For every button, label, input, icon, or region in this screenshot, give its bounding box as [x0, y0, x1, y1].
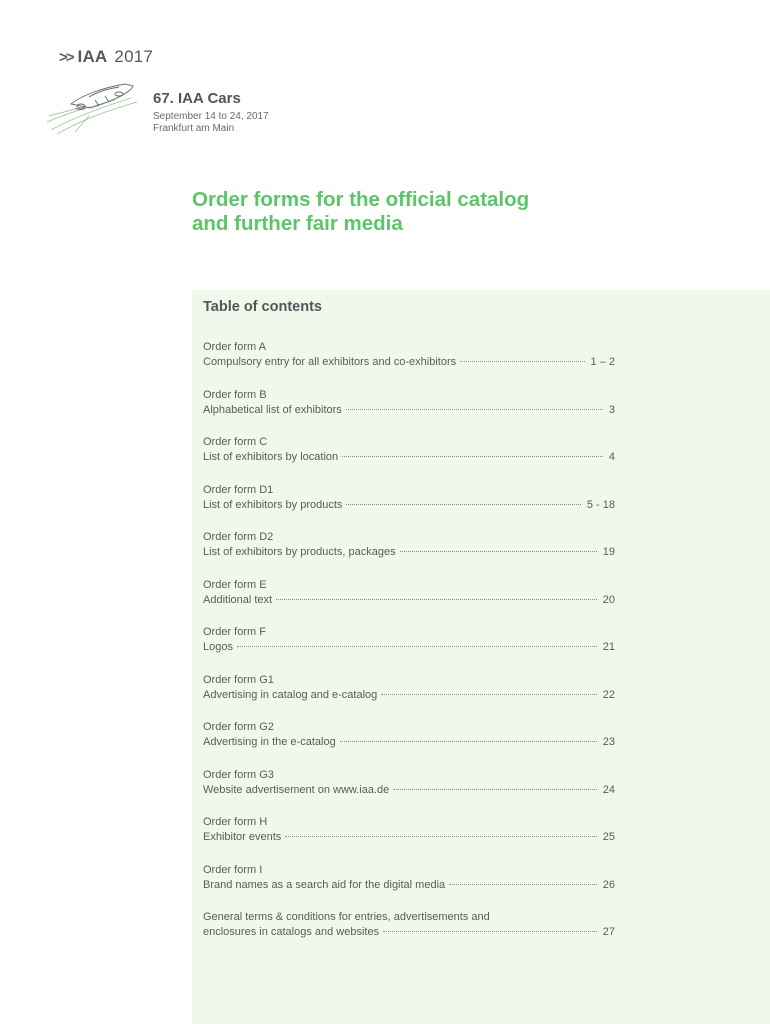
toc-entry-page-number: 22 — [602, 688, 615, 701]
toc-entry — [203, 340, 615, 388]
toc-entry-row — [203, 450, 615, 465]
toc-entry — [203, 910, 615, 958]
toc-entry-description: List of exhibitors by products, packages — [203, 546, 396, 558]
toc-dot-leader — [449, 883, 597, 885]
toc-entry — [203, 625, 615, 673]
page-title-line-2: and further fair media — [192, 212, 403, 235]
toc-entry — [203, 388, 615, 436]
toc-entry-form-name: Order form A — [203, 341, 266, 353]
toc-entry-row — [203, 688, 615, 703]
iaa-logo — [59, 47, 153, 67]
toc-entry-page-number: 23 — [602, 736, 615, 748]
toc-entry-page-number: 20 — [602, 593, 615, 606]
toc-entry-page-number: 25 — [602, 831, 615, 843]
toc-entry — [203, 578, 615, 626]
toc-entry-description: Alphabetical list of exhibitors — [203, 403, 342, 416]
toc-entry-page-number: 26 — [602, 878, 615, 891]
toc-dot-leader — [381, 693, 596, 695]
toc-dot-leader — [276, 598, 597, 600]
toc-entry-page-number: 3 — [608, 403, 615, 416]
toc-entry-row — [203, 783, 615, 798]
toc-entry-row — [203, 640, 615, 655]
toc-entry-description: Logos — [203, 641, 233, 653]
toc-entry-page-number: 4 — [608, 451, 615, 463]
logo-arrows: >> — [59, 48, 73, 66]
page-title — [192, 188, 712, 236]
toc-entry — [203, 483, 615, 531]
toc-entry — [203, 435, 615, 483]
toc-entry-row — [203, 593, 615, 608]
toc-list — [203, 340, 615, 958]
toc-entry-row — [203, 403, 615, 418]
toc-entry — [203, 720, 615, 768]
toc-entry — [203, 815, 615, 863]
toc-entry-description: List of exhibitors by products — [203, 498, 343, 511]
toc-entry-page-number: 21 — [602, 641, 615, 653]
toc-entry-row — [203, 925, 615, 940]
toc-entry-description: List of exhibitors by location — [203, 451, 339, 463]
toc-entry-form-name: Order form D1 — [203, 483, 274, 496]
logo-year: 2017 — [114, 47, 154, 66]
toc-entry-page-number: 27 — [602, 926, 615, 938]
toc-entry — [203, 768, 615, 816]
toc-entry-form-name: Order form G3 — [203, 768, 274, 781]
toc-entry-page-number: 24 — [602, 783, 615, 796]
toc-entry-page-number: 1 – 2 — [590, 356, 615, 368]
toc-entry-description: Additional text — [203, 593, 273, 606]
car-sketch-illustration — [45, 70, 145, 136]
toc-entry-row — [203, 735, 615, 750]
toc-entry — [203, 863, 615, 911]
event-location: Frankfurt am Main — [153, 123, 235, 134]
toc-dot-leader — [460, 360, 584, 362]
toc-entry — [203, 530, 615, 578]
toc-entry-description: Website advertisement on www.iaa.de — [203, 783, 390, 796]
toc-dot-leader — [393, 788, 596, 790]
toc-entry-description: Exhibitor events — [203, 831, 282, 843]
toc-dot-leader — [285, 835, 596, 837]
toc-entry-form-name: Order form H — [203, 816, 268, 828]
toc-dot-leader — [346, 503, 580, 505]
toc-entry-description: Compulsory entry for all exhibitors and co-exhibitors — [203, 356, 457, 368]
toc-entry-form-name: Order form E — [203, 578, 267, 591]
toc-dot-leader — [340, 740, 597, 742]
toc-entry-row — [203, 878, 615, 893]
toc-dot-leader — [400, 550, 597, 552]
toc-entry-form-name: Order form G2 — [203, 721, 274, 733]
toc-entry-description: Advertising in catalog and e-catalog — [203, 688, 378, 701]
event-info — [153, 90, 269, 135]
toc-entry-form-name: Order form C — [203, 436, 268, 448]
logo-brand: IAA — [77, 47, 108, 66]
toc-dot-leader — [342, 455, 603, 457]
toc-dot-leader — [346, 408, 603, 410]
toc-entry-form-name: Order form B — [203, 388, 267, 401]
toc-title: Table of contents — [203, 299, 322, 315]
toc-entry-row — [203, 355, 615, 370]
toc-entry-page-number: 19 — [602, 546, 615, 558]
event-dates: September 14 to 24, 2017 — [153, 111, 269, 122]
toc-entry-form-name: General terms & conditions for entries, advertisements and — [203, 911, 490, 923]
event-name: 67. IAA Cars — [153, 90, 241, 107]
toc-entry-description: enclosures in catalogs and websites — [203, 926, 380, 938]
toc-entry-row — [203, 545, 615, 560]
toc-dot-leader — [383, 930, 597, 932]
table-of-contents-panel — [192, 290, 770, 1024]
toc-entry-description: Brand names as a search aid for the digital media — [203, 878, 446, 891]
toc-entry-form-name: Order form F — [203, 626, 266, 638]
toc-entry-row — [203, 830, 615, 845]
page-title-line-1: Order forms for the official catalog — [192, 188, 530, 211]
toc-entry-form-name: Order form G1 — [203, 673, 274, 686]
toc-entry-form-name: Order form I — [203, 863, 263, 876]
toc-entry-form-name: Order form D2 — [203, 531, 274, 543]
toc-entry-description: Advertising in the e-catalog — [203, 736, 336, 748]
toc-entry-row — [203, 498, 615, 513]
toc-dot-leader — [237, 645, 597, 647]
toc-entry-page-number: 5 - 18 — [586, 498, 615, 511]
toc-entry — [203, 673, 615, 721]
